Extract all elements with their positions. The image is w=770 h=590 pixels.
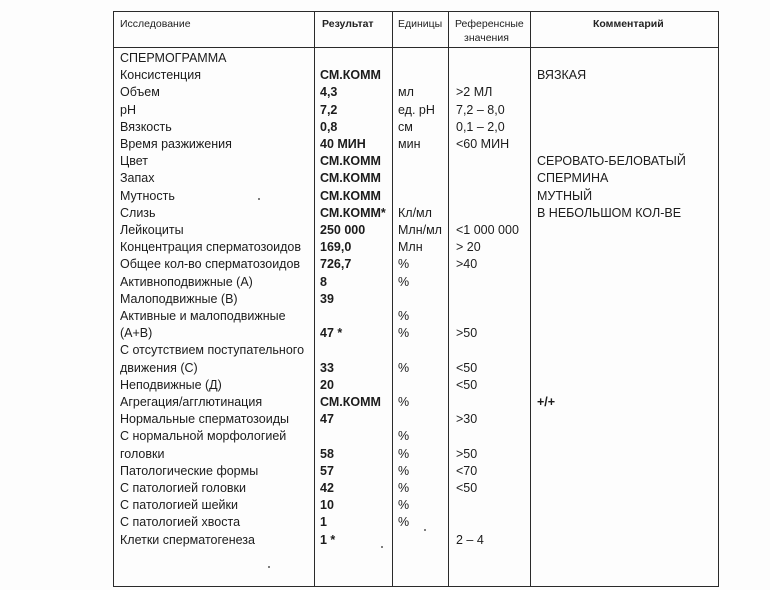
header-units: Единицы	[398, 18, 443, 30]
table-row	[0, 428, 770, 445]
scan-speck	[381, 546, 383, 548]
scan-speck	[424, 529, 426, 531]
row-label: Клетки сперматогенеза	[120, 532, 255, 547]
row-label: pH	[120, 102, 136, 117]
table-row	[0, 394, 770, 411]
row-reference: >50	[456, 326, 478, 341]
row-label: Время разжижения	[120, 137, 232, 151]
row-label: Мутность	[120, 188, 175, 203]
table-row	[0, 360, 770, 377]
table-row	[0, 119, 770, 136]
row-result: 250 000	[320, 223, 366, 237]
row-result: 42	[320, 481, 334, 495]
row-comment: +/+	[537, 395, 556, 409]
table-row	[0, 342, 770, 359]
table-row	[0, 480, 770, 497]
row-reference: <70	[456, 463, 478, 478]
row-comment: СЕРОВАТО-БЕЛОВАТЫЙ	[537, 154, 686, 169]
header-divider	[113, 47, 719, 48]
row-label: С нормальной морфологией	[120, 429, 287, 444]
row-reference: 2 – 4	[456, 532, 484, 547]
header-reference-line2: значения	[464, 32, 509, 44]
row-unit: %	[398, 360, 410, 375]
row-unit: %	[398, 463, 410, 478]
row-unit: %	[398, 395, 410, 409]
row-result: 20	[320, 377, 334, 392]
row-label: Объем	[120, 85, 160, 100]
row-label: Общее кол-во сперматозоидов	[120, 257, 301, 272]
row-reference: <50	[456, 377, 478, 392]
row-label: Активные и малоподвижные	[120, 309, 286, 323]
row-label: Вязкость	[120, 119, 172, 134]
table-row	[0, 205, 770, 222]
table-row	[0, 308, 770, 325]
row-label: Запах	[120, 171, 155, 186]
row-result: СМ.КОММ	[320, 154, 381, 169]
row-reference: >2 МЛ	[456, 85, 493, 100]
table-row	[0, 377, 770, 394]
row-comment: ВЯЗКАЯ	[537, 68, 587, 83]
table-row	[0, 50, 770, 67]
row-label: С патологией хвоста	[120, 515, 241, 530]
row-label: Малоподвижные (В)	[120, 291, 238, 306]
row-label: Агрегация/агглютинация	[120, 395, 263, 409]
row-label: Концентрация сперматозоидов	[120, 240, 302, 255]
row-label: Нормальные сперматозоиды	[120, 412, 289, 427]
row-result: 33	[320, 360, 334, 375]
row-label: Лейкоциты	[120, 223, 184, 237]
row-unit: %	[398, 498, 410, 513]
table-row	[0, 274, 770, 291]
row-reference: >30	[456, 412, 478, 427]
row-label: головки	[120, 446, 165, 461]
row-unit: %	[398, 309, 410, 323]
row-result: 726,7	[320, 257, 352, 272]
row-label: (А+В)	[120, 326, 153, 341]
row-unit: ед. pH	[398, 102, 435, 117]
row-label: движения (С)	[120, 360, 198, 375]
row-result: 1 *	[320, 532, 336, 547]
row-label: С отсутствием поступательного	[120, 343, 305, 358]
header-reference-line1: Референсные	[455, 18, 524, 30]
table-row	[0, 188, 770, 205]
row-label: Слизь	[120, 205, 156, 220]
row-reference: 0,1 – 2,0	[456, 119, 505, 134]
scan-speck	[258, 198, 260, 200]
row-unit: Млн	[398, 240, 423, 255]
row-reference: <50	[456, 360, 478, 375]
table-row	[0, 446, 770, 463]
table-row	[0, 463, 770, 480]
row-label: Неподвижные (Д)	[120, 377, 222, 392]
row-label: Активноподвижные (А)	[120, 274, 253, 289]
row-unit: мин	[398, 137, 421, 151]
row-unit: Кл/мл	[398, 205, 432, 220]
table-row	[0, 291, 770, 308]
row-result: 7,2	[320, 102, 338, 117]
row-unit: %	[398, 481, 410, 495]
table-row	[0, 136, 770, 153]
row-unit: см	[398, 119, 413, 134]
table-row	[0, 497, 770, 514]
table-row	[0, 325, 770, 342]
table-row	[0, 411, 770, 428]
header-comment: Комментарий	[593, 18, 664, 30]
row-unit: %	[398, 446, 410, 461]
row-label: С патологией головки	[120, 481, 246, 495]
row-reference: <1 000 000	[456, 223, 519, 237]
table-row	[0, 222, 770, 239]
row-result: 0,8	[320, 119, 338, 134]
row-label: Цвет	[120, 154, 149, 169]
table-row	[0, 514, 770, 531]
table-row	[0, 532, 770, 549]
row-result: 4,3	[320, 85, 338, 100]
row-unit: %	[398, 429, 410, 444]
row-result: СМ.КОММ	[320, 171, 381, 186]
table-row	[0, 256, 770, 273]
row-unit: %	[398, 326, 410, 341]
table-row	[0, 84, 770, 101]
row-unit: Млн/мл	[398, 223, 442, 237]
row-reference: > 20	[456, 240, 481, 255]
row-reference: <50	[456, 481, 478, 495]
row-unit: мл	[398, 85, 414, 100]
row-comment: СПЕРМИНА	[537, 171, 609, 186]
row-result: 58	[320, 446, 334, 461]
row-label: Консистенция	[120, 68, 201, 83]
row-result: 39	[320, 291, 334, 306]
scan-speck	[268, 566, 270, 568]
row-result: 169,0	[320, 240, 352, 255]
row-result: СМ.КОММ	[320, 68, 381, 83]
row-unit: %	[398, 274, 410, 289]
row-reference: 7,2 – 8,0	[456, 102, 505, 117]
row-result: 57	[320, 463, 334, 478]
row-result: 47	[320, 412, 334, 427]
table-row	[0, 153, 770, 170]
table-row	[0, 67, 770, 84]
row-result: СМ.КОММ	[320, 188, 381, 203]
row-result: СМ.КОММ	[320, 395, 381, 409]
header-result: Результат	[322, 18, 374, 30]
row-unit: %	[398, 515, 410, 530]
row-reference: <60 МИН	[456, 137, 510, 151]
row-result: 1	[320, 515, 327, 530]
row-reference: >40	[456, 257, 478, 272]
row-label: СПЕРМОГРАММА	[120, 51, 227, 65]
table-row	[0, 102, 770, 119]
row-result: 8	[320, 274, 327, 289]
row-result: 47 *	[320, 326, 343, 341]
table-row	[0, 170, 770, 187]
row-unit: %	[398, 257, 410, 272]
row-reference: >50	[456, 446, 478, 461]
row-label: С патологией шейки	[120, 498, 238, 513]
row-label: Патологические формы	[120, 463, 259, 478]
row-result: СМ.КОММ*	[320, 205, 386, 220]
table-row	[0, 239, 770, 256]
row-comment: МУТНЫЙ	[537, 188, 593, 203]
row-result: 40 МИН	[320, 137, 366, 151]
header-study: Исследование	[120, 18, 191, 30]
row-comment: В НЕБОЛЬШОМ КОЛ-ВЕ	[537, 205, 682, 220]
row-result: 10	[320, 498, 334, 513]
